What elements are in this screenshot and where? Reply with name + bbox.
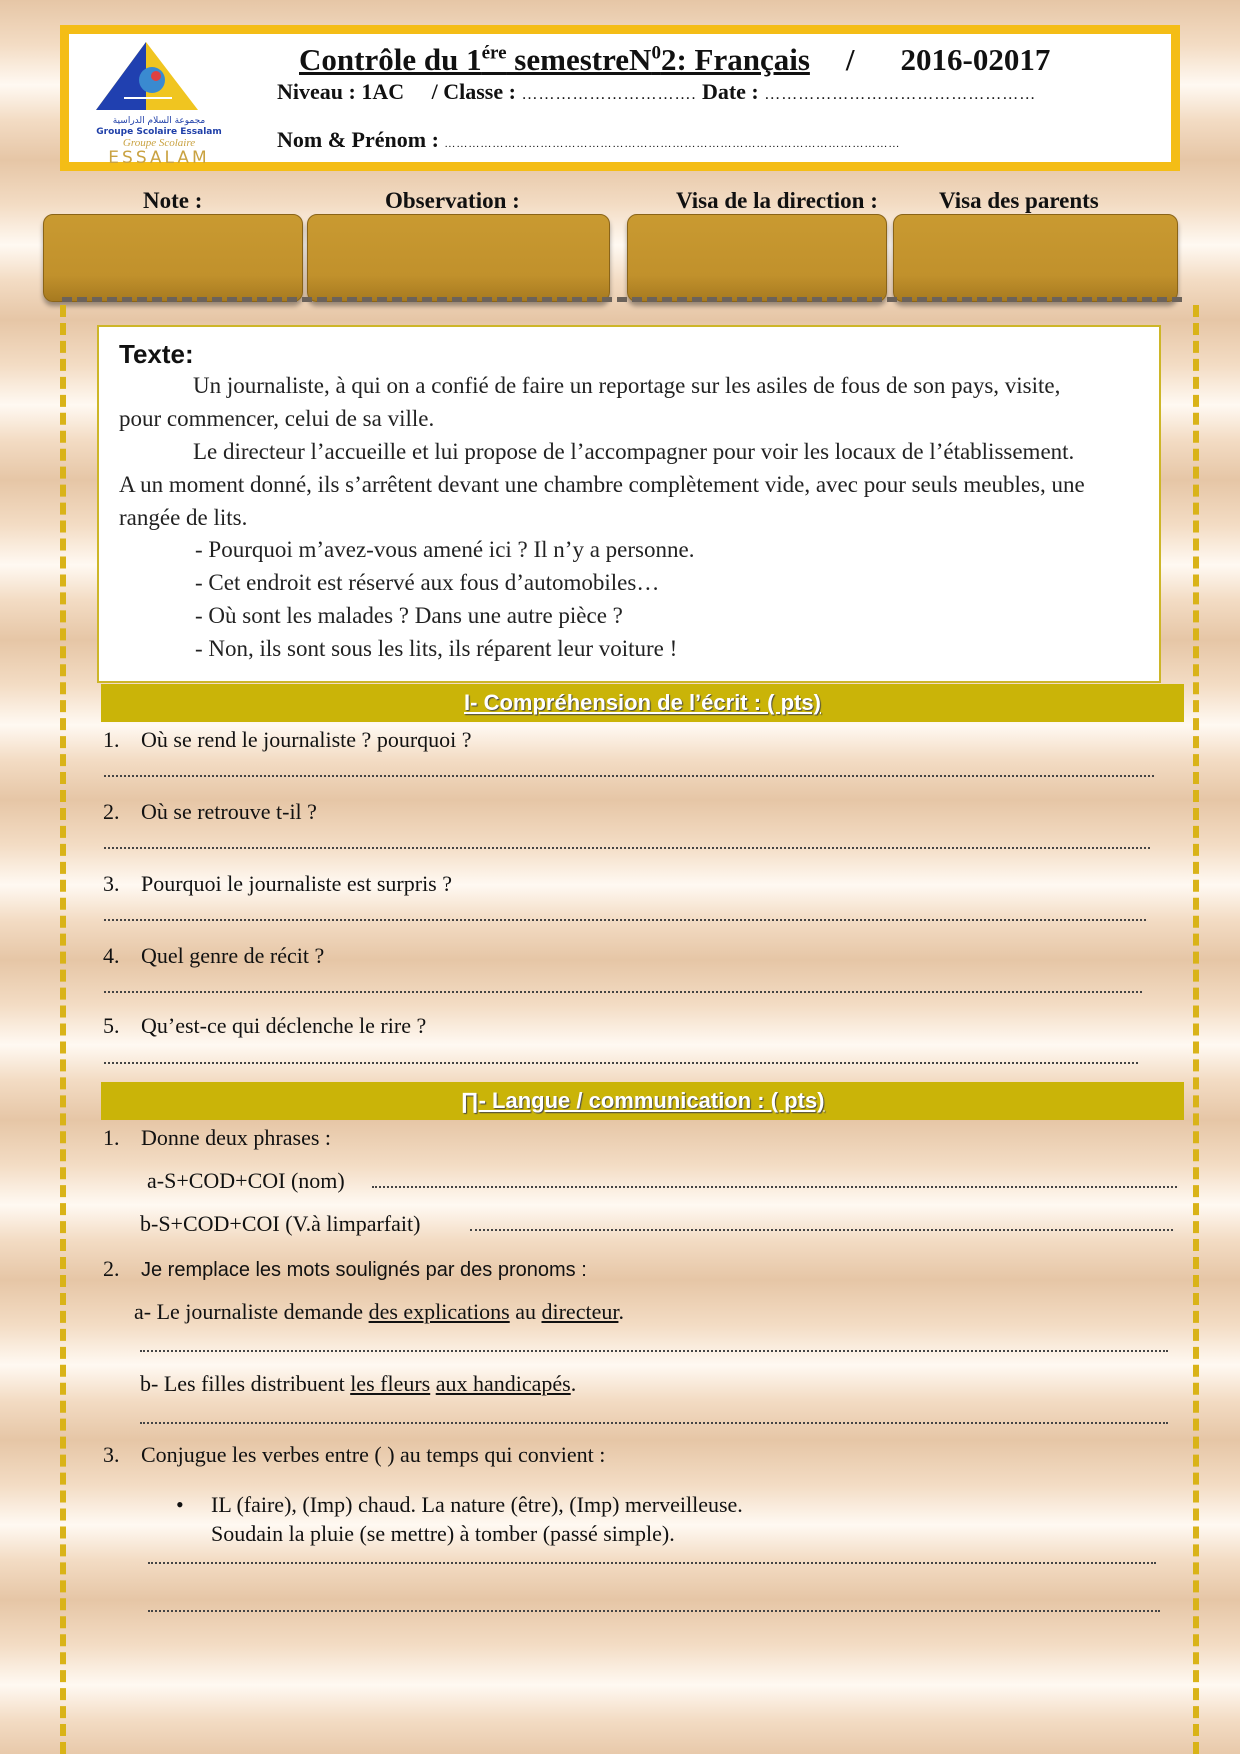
sentence-b-answer[interactable] (470, 1229, 1173, 1231)
question-1 (103, 727, 472, 753)
para1-line1: Un journaliste, à qui on a confié de faire un reportage sur les asiles de fous de son pays, visite, (193, 373, 1061, 398)
title-sup: ére (481, 42, 507, 64)
question-text: Où se retrouve t-il ? (141, 799, 317, 824)
parents-visa-box[interactable] (893, 214, 1178, 302)
para2-line1: Le directeur l’accueille et lui propose de l’accompagner pour voir les locaux de l’établissement. (193, 439, 1075, 464)
note-box[interactable] (43, 214, 303, 302)
conjugation-answer-1[interactable] (148, 1562, 1156, 1564)
dialogue-line: - Non, ils sont sous les lits, ils réparent leur voiture ! (195, 636, 678, 661)
question-text: Je remplace les mots soulignés par des pronoms : (141, 1259, 587, 1281)
sentence-text: . (618, 1299, 624, 1324)
paragraph-1 (119, 369, 1139, 435)
separator-dashed (62, 297, 1182, 302)
name-field[interactable]: …………………………………………………………………………………………………… (444, 138, 901, 150)
question-text: Donne deux phrases : (141, 1125, 332, 1150)
section-2-title: ∏- Langue / communication : ( pts) (101, 1082, 1184, 1120)
pronoun-answer-a[interactable] (140, 1350, 1168, 1352)
header-box (60, 25, 1180, 171)
para1-line2: pour commencer, celui de sa ville. (119, 406, 435, 431)
logo-triangle-icon (94, 40, 224, 118)
para2-line2: A un moment donné, ils s’arrêtent devant une chambre complètement vide, avec pour seuls meubles, une (119, 472, 1085, 497)
question-3 (103, 871, 452, 897)
sentence-text: b- Les filles distribuent (140, 1371, 351, 1396)
observation-label: Observation : (385, 188, 520, 213)
pronoun-answer-b[interactable] (140, 1422, 1168, 1424)
text-title: Texte: (119, 339, 194, 369)
sentence-text: au (509, 1299, 542, 1324)
right-dashed-border (1193, 305, 1199, 1754)
question-number: 2. (103, 799, 120, 824)
name-line (277, 127, 900, 153)
pronoun-sentence-a (134, 1299, 624, 1325)
conjugation-line-1: IL (faire), (Imp) chaud. La nature (être), (Imp) merveilleuse. (211, 1492, 743, 1517)
sentence-b-label: b-S+COD+COI (V.à limparfait) (140, 1211, 421, 1236)
question-5 (103, 1013, 426, 1039)
logo-brand-text: ESSALAM (108, 148, 210, 168)
direction-visa-box[interactable] (627, 214, 887, 302)
sentence-a-answer[interactable] (372, 1186, 1177, 1188)
question-text: Où se rend le journaliste ? pourquoi ? (141, 727, 472, 752)
classe-field[interactable]: …………………………. (521, 86, 697, 103)
question-number: 2. (103, 1256, 120, 1281)
paragraph-2 (119, 435, 1139, 534)
school-logo (94, 40, 224, 168)
underlined-word: directeur (541, 1299, 619, 1324)
logo-latin-text: Groupe Scolaire Essalam (96, 127, 222, 137)
logo-arabic-text: مجموعة السلام الدراسية (112, 116, 206, 126)
lang-question-2 (103, 1256, 587, 1282)
title-year: 2016-02017 (900, 42, 1051, 77)
dialogue-line: - Cet endroit est réservé aux fous d’automobiles… (195, 570, 660, 595)
question-2 (103, 799, 317, 825)
question-text: Quel genre de récit ? (141, 943, 325, 968)
answer-line-3[interactable] (104, 919, 1146, 921)
answer-line-1[interactable] (104, 775, 1154, 777)
dialogue-line: - Pourquoi m’avez-vous amené ici ? Il n’y a personne. (195, 537, 695, 562)
answer-line-2[interactable] (104, 847, 1150, 849)
note-label: Note : (143, 188, 203, 213)
para2-line3: rangée de lits. (119, 505, 248, 530)
question-number: 4. (103, 943, 120, 968)
bullet-icon: • (176, 1492, 184, 1517)
logo-script-text: Groupe Scolaire (122, 137, 196, 149)
title-part1: Contrôle du 1 (299, 42, 482, 77)
date-field[interactable]: ………………………………………… (764, 86, 1037, 103)
underlined-word: aux handicapés (435, 1371, 571, 1396)
question-number: 5. (103, 1013, 120, 1038)
dialogue-line: - Où sont les malades ? Dans une autre pièce ? (195, 603, 623, 628)
lang-question-1 (103, 1125, 331, 1151)
question-text: Qu’est-ce qui déclenche le rire ? (141, 1013, 427, 1038)
underlined-word: les fleurs (350, 1371, 431, 1396)
page-title (299, 42, 1050, 78)
section-1-title: I- Compréhension de l’écrit : ( pts) (101, 684, 1184, 722)
title-slash: / (845, 42, 855, 77)
conjugation-answer-2[interactable] (148, 1610, 1160, 1612)
observation-box[interactable] (307, 214, 610, 302)
lang-question-3 (103, 1442, 605, 1468)
niveau-label: Niveau : 1AC (277, 79, 405, 104)
question-number: 3. (103, 1442, 120, 1467)
left-dashed-border (60, 305, 66, 1754)
conjugation-line-2: Soudain la pluie (se mettre) à tomber (passé simple). (211, 1521, 675, 1546)
question-number: 1. (103, 1125, 120, 1150)
title-part2: semestreN (506, 42, 652, 77)
date-label: Date : (701, 79, 759, 104)
pronoun-sentence-b (140, 1371, 576, 1397)
sentence-text: . (570, 1371, 577, 1396)
question-number: 1. (103, 727, 120, 752)
level-class-date-line (277, 79, 1036, 105)
question-4 (103, 943, 324, 969)
parents-visa-label: Visa des parents (939, 188, 1099, 213)
title-sup2: 0 (651, 42, 661, 64)
sentence-a-label: a-S+COD+COI (nom) (147, 1168, 345, 1193)
answer-line-4[interactable] (104, 991, 1142, 993)
title-part3: 2: Français (660, 42, 810, 77)
underlined-word: des explications (368, 1299, 510, 1324)
classe-label: / Classe : (431, 79, 516, 104)
answer-line-5[interactable] (104, 1062, 1138, 1064)
sentence-text: a- Le journaliste demande (134, 1299, 369, 1324)
title-underlined (299, 42, 810, 77)
question-text: Pourquoi le journaliste est surpris ? (141, 871, 453, 896)
text-passage (97, 325, 1161, 683)
name-label: Nom & Prénom : (277, 127, 439, 152)
question-text: Conjugue les verbes entre ( ) au temps qui convient : (141, 1442, 606, 1467)
direction-visa-label: Visa de la direction : (676, 188, 878, 213)
question-number: 3. (103, 871, 120, 896)
